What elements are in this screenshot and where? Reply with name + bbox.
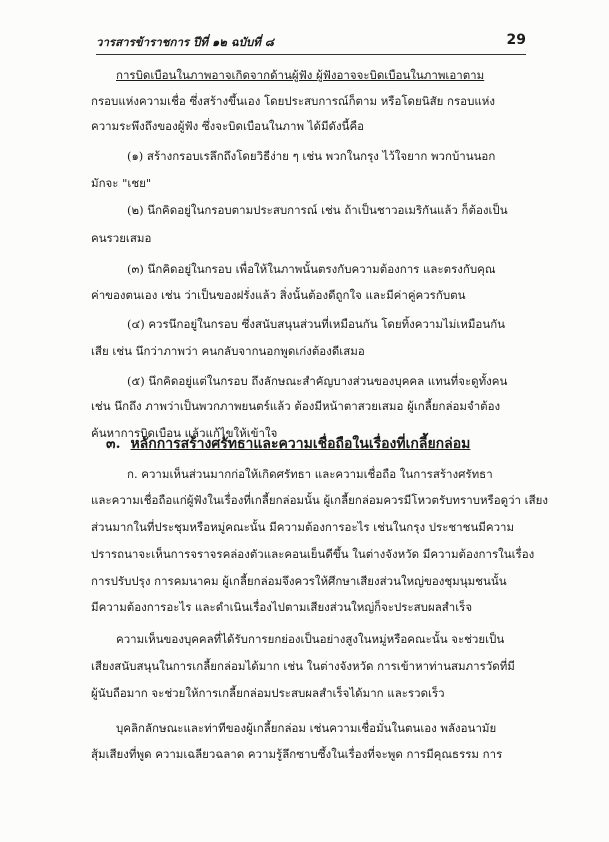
- page-number: 29: [506, 32, 526, 48]
- paragraph-line: มีความต้องการอะไร และดำเนินเรื่องไปตามเสียงส่วนใหญ่ก็จะประสบผลสำเร็จ: [91, 600, 473, 614]
- paragraph-line: ส่วนมากในที่ประชุมหรือหมู่คณะนั้น มีความต้องการอะไร เช่นในกรุง ประชาชนมีความ: [91, 520, 515, 534]
- paragraph-line: ผู้นับถือมาก จะช่วยให้การเกลี้ยกล่อมประสบผลสำเร็จได้มาก และรวดเร็ว: [91, 686, 445, 700]
- paragraph-line: ความเห็นของบุคคลที่ได้รับการยกย่องเป็นอย่างสูงในหมู่หรือคณะนั้น จะช่วยเป็น: [116, 632, 505, 646]
- paragraph-line: ก. ความเห็นส่วนมากก่อให้เกิดศรัทธา และความเชื่อถือ ในการสร้างศรัทธา: [127, 467, 493, 481]
- section-number: ๓.: [106, 436, 121, 452]
- section-heading: [106, 433, 470, 455]
- section-title: หลักการสร้างศรัทธาและความเชื่อถือในเรื่องที่เกลี้ยกล่อม: [130, 436, 471, 452]
- list-item-line: (๕) นึกคิดอยู่แต่ในกรอบ ถึงลักษณะสำคัญบางส่วนของบุคคล แทนที่จะดูทั้งคน: [127, 374, 508, 388]
- list-item-line: (๔) ควรนึกอยู่ในกรอบ ซึ่งสนับสนุนส่วนที่เหมือนกัน โดยทิ้งความไม่เหมือนกัน: [127, 317, 506, 331]
- list-item-line: (๓) นึกคิดอยู่ในกรอบ เพื่อให้ในภาพนั้นตรงกับความต้องการ และตรงกับคุณ: [127, 262, 496, 276]
- list-item-line: ค่าของตนเอง เช่น ว่าเป็นของฝรั่งแล้ว สิ่งนั้นต้องดีถูกใจ และมีค่าคู่ควรกับตน: [91, 288, 466, 302]
- journal-title: วารสารข้าราชการ ปีที่ ๑๒ ฉบับที่ ๘: [96, 35, 274, 49]
- list-item-line: (๒) นึกคิดอยู่ในกรอบตามประสบการณ์ เช่น ถ้าเป็นชาวอเมริกันแล้ว ก็ต้องเป็น: [127, 203, 508, 217]
- list-item-line: ค้นหาการบิดเบือน แล้วแก้ไขให้เข้าใจ: [91, 426, 278, 440]
- paragraph-line: เสียงสนับสนุนในการเกลี้ยกล่อมได้มาก เช่น ในต่างจังหวัด การเข้าหาท่านสมภารวัดที่มี: [91, 659, 515, 673]
- paragraph-line: และความเชื่อถือแก่ผู้ฟังในเรื่องที่เกลี้ยกล่อมนั้น ผู้เกลี้ยกล่อมควรมีโหวตรับทราบหรือดูว่า เสียง: [91, 493, 548, 507]
- paragraph-line: กรอบแห่งความเชื่อ ซึ่งสร้างขึ้นเอง โดยประสบการณ์ก็ตาม หรือโดยนิสัย กรอบแห่ง: [91, 94, 495, 108]
- list-item-line: เช่น นึกถึง ภาพว่าเป็นพวกภาพยนตร์แล้ว ต้องมีหน้าตาสวยเสมอ ผู้เกลี้ยกล่อมจำต้อง: [91, 399, 501, 413]
- header-rule: [96, 54, 526, 55]
- paragraph-line: ปรารถนาจะเห็นการจราจรคล่องตัวและคอนเย็นดีขึ้น ในต่างจังหวัด มีความต้องการในเรื่อง: [91, 547, 535, 561]
- page-header: [96, 34, 526, 52]
- paragraph-line: บุคลิกลักษณะและท่าทีของผู้เกลี้ยกล่อม เช่นความเชื่อมั่นในตนเอง พลังอนามัย: [116, 721, 497, 735]
- paragraph-line: การปรับปรุง การคมนาคม ผู้เกลี้ยกล่อมจึงควรให้ศึกษาเสียงส่วนใหญ่ของชุมนุมชนนั้น: [91, 574, 507, 588]
- list-item-line: (๑) สร้างกรอบเรลึกถึงโดยวิธีง่าย ๆ เช่น พวกในกรุง ไว้ใจยาก พวกบ้านนอก: [127, 149, 496, 163]
- list-item-line: มักจะ "เชย": [91, 176, 152, 190]
- paragraph-line: ความระพึงถึงของผู้ฟัง ซึ่งจะบิดเบือนในภาพ ได้มีดังนี้คือ: [91, 119, 365, 133]
- paragraph-line: สุ้มเสียงที่พูด ความเฉลียวฉลาด ความรู้ลึกซาบซึ้งในเรื่องที่จะพูด การมีคุณธรรม การ: [91, 747, 503, 761]
- list-item-line: คนรวยเสมอ: [91, 231, 152, 245]
- list-item-line: เสีย เช่น นึกว่าภาพว่า คนกลับจากนอกพูดเก่งต้องดีเสมอ: [91, 344, 365, 358]
- paragraph-line: การบิดเบือนในภาพอาจเกิดจากด้านผู้ฟัง ผู้ฟังอาจจะบิดเบือนในภาพเอาตาม: [116, 68, 485, 82]
